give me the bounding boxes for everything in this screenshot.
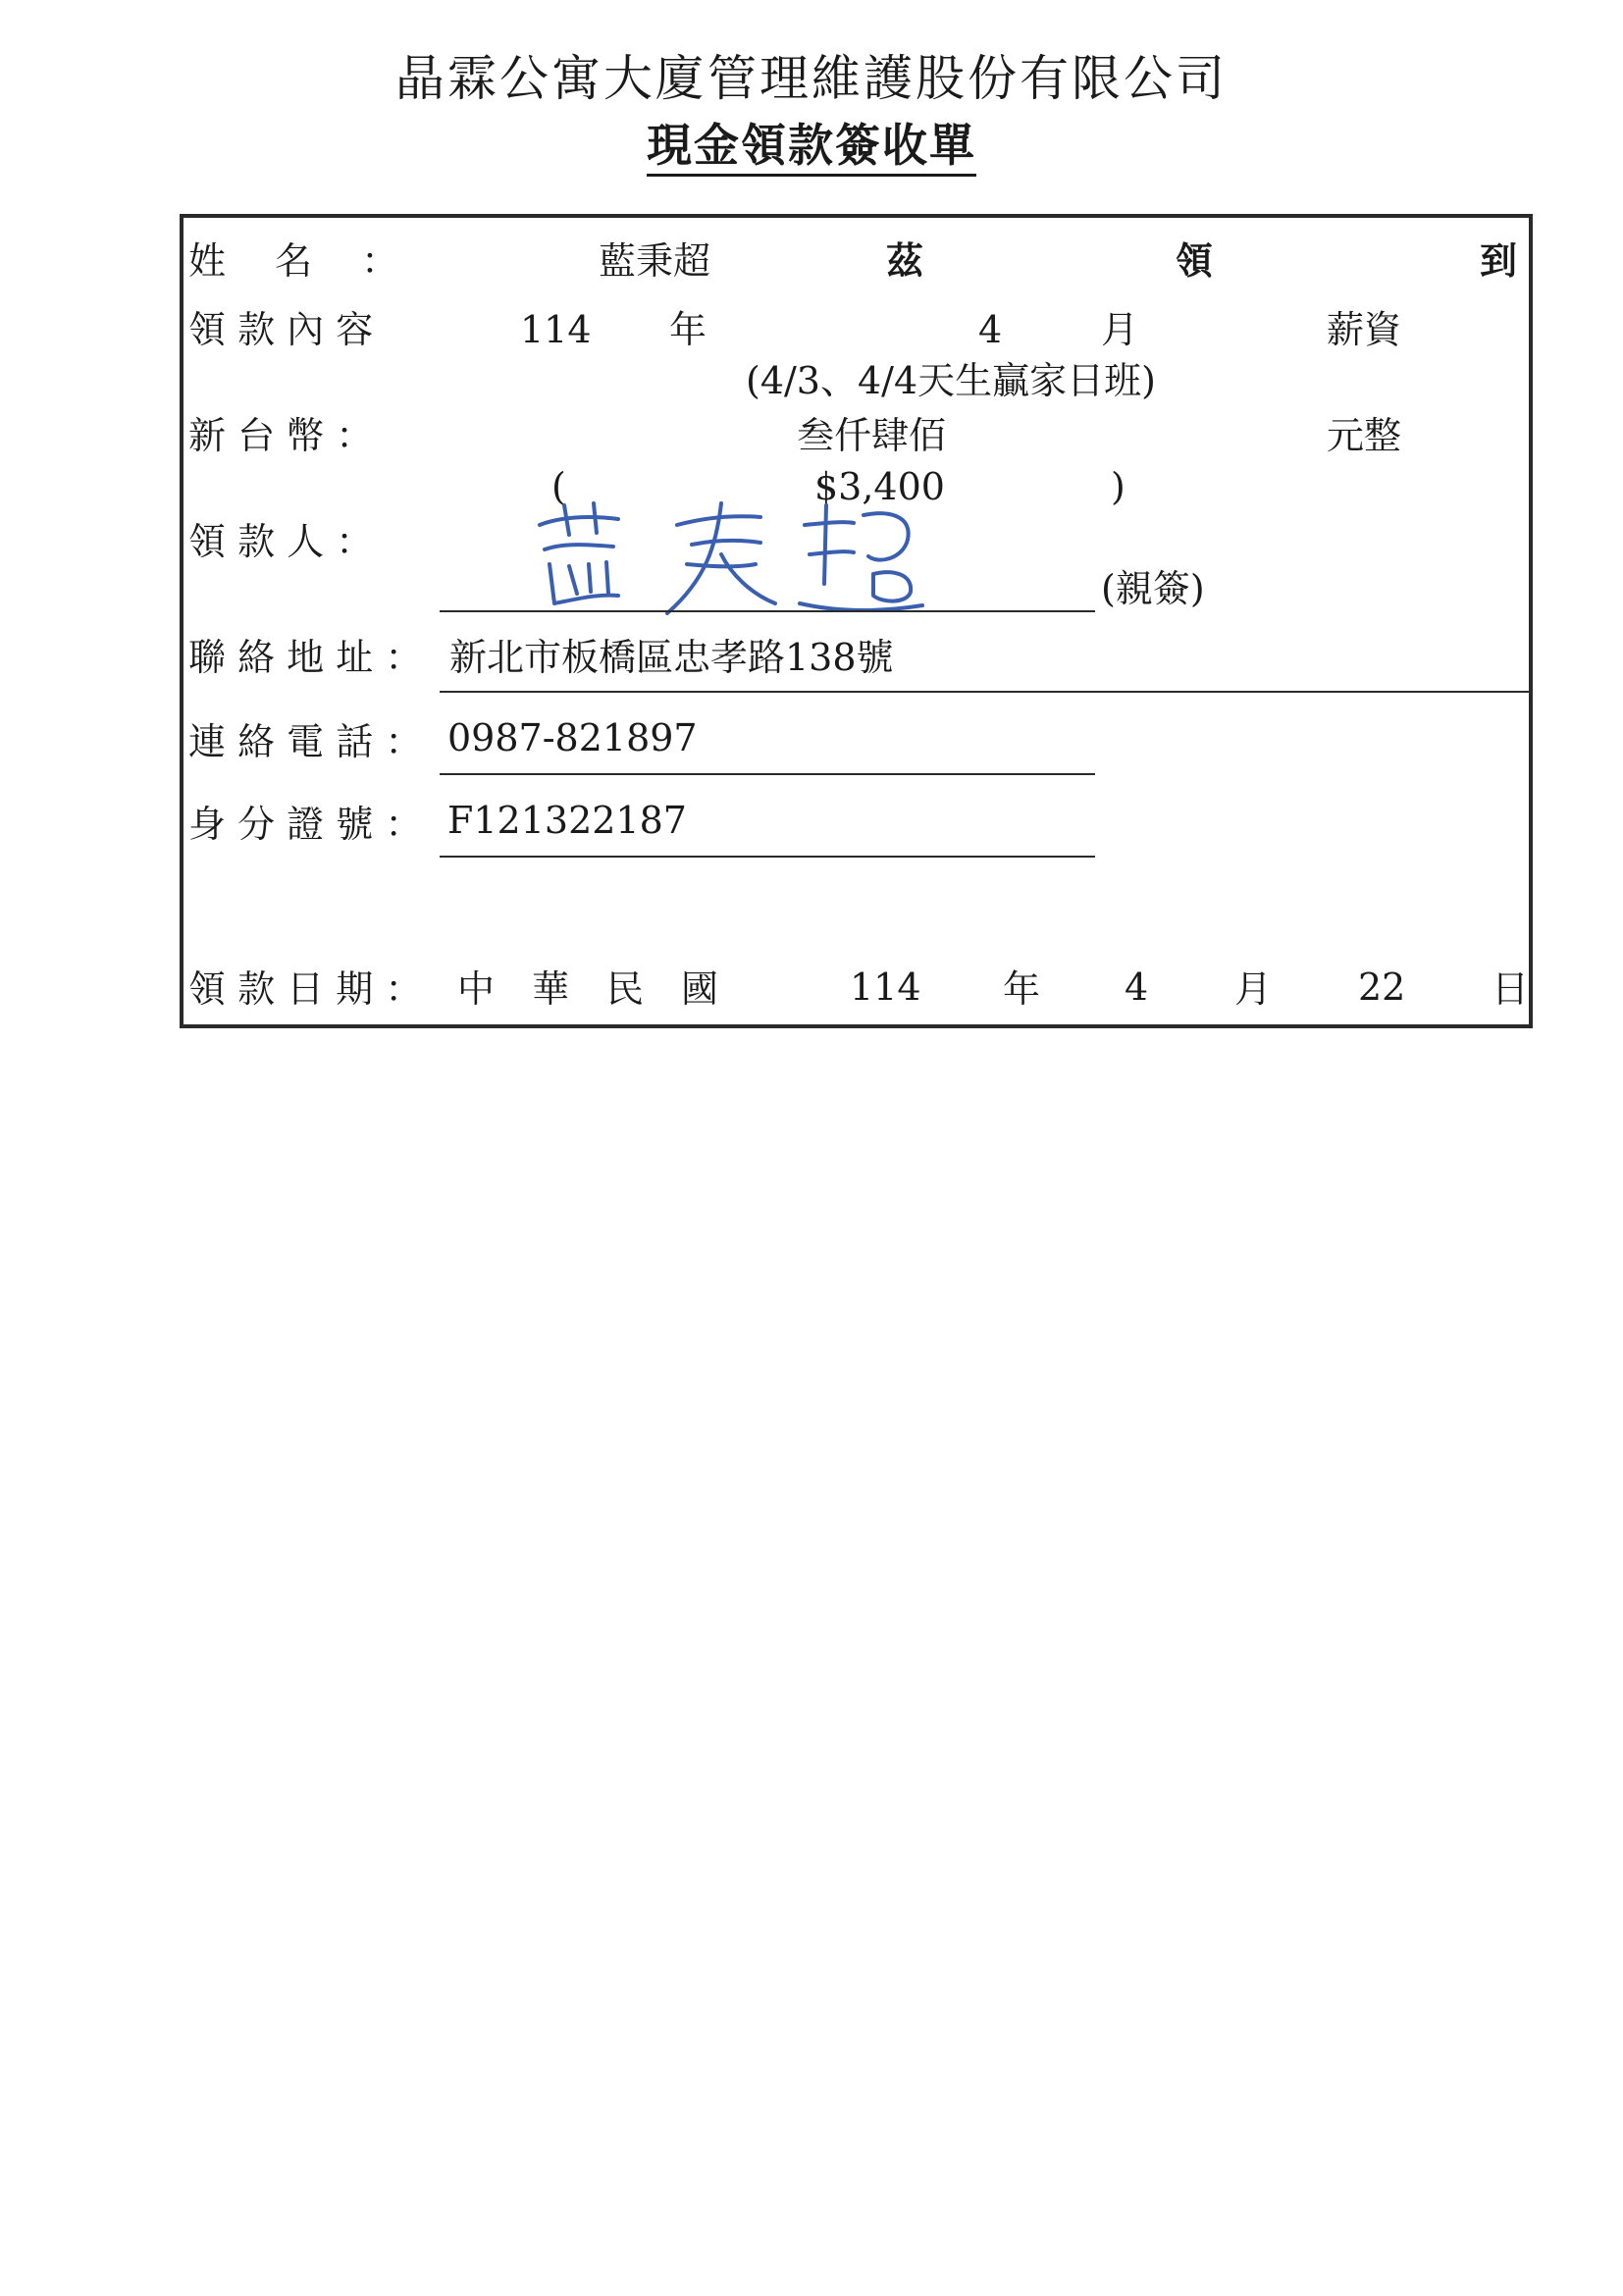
date-day-unit: 日 — [1492, 967, 1530, 1011]
content-item: 薪資 — [1327, 308, 1402, 351]
phone-label: 連 絡 電 話 ： — [188, 720, 423, 763]
content-label: 領 款 內 容 — [188, 308, 374, 351]
handwritten-signature — [520, 496, 932, 623]
phone-value: 0987-821897 — [447, 716, 698, 759]
to-word: 到 — [1480, 238, 1518, 283]
date-label: 領 款 日 期 ： — [188, 967, 423, 1011]
date-month: 4 — [1125, 965, 1149, 1009]
content-month-unit: 月 — [1101, 308, 1139, 351]
amount-suffix: 元整 — [1327, 414, 1402, 457]
content-month: 4 — [978, 308, 1003, 351]
date-year-unit: 年 — [1003, 967, 1041, 1011]
name-value: 藍秉超 — [599, 239, 711, 283]
content-year-unit: 年 — [669, 308, 707, 351]
id-value: F121322187 — [447, 799, 687, 842]
recipient-label: 領 款 人 ： — [188, 520, 374, 563]
date-year: 114 — [850, 965, 921, 1009]
document-title: 現金領款簽收單 — [0, 110, 1623, 175]
address-label: 聯 絡 地 址 ： — [188, 636, 423, 679]
date-month-unit: 月 — [1234, 967, 1273, 1011]
receive-word: 領 — [1176, 238, 1214, 283]
amount-chinese: 叁仟肆佰 — [797, 414, 947, 457]
signature-underline — [440, 610, 1095, 612]
amount-numeric: $3,400 — [814, 465, 945, 508]
phone-underline — [440, 773, 1095, 775]
date-era: 中 華 民 國 — [457, 967, 719, 1011]
currency-label: 新 台 幣 ： — [188, 414, 374, 457]
address-underline — [440, 691, 1529, 693]
hereby-word: 茲 — [886, 238, 924, 283]
id-label: 身 分 證 號 ： — [188, 803, 423, 846]
id-underline — [440, 856, 1095, 858]
address-value: 新北市板橋區忠孝路138號 — [449, 636, 894, 679]
name-label: 姓 名 ： — [188, 239, 399, 283]
date-day: 22 — [1358, 965, 1406, 1009]
content-note: (4/3、4/4天生贏家日班) — [746, 359, 1156, 402]
paren-open: ( — [551, 465, 566, 508]
paren-close: ) — [1111, 465, 1126, 508]
content-year: 114 — [520, 308, 592, 351]
company-name: 晶霖公寓大廈管理維護股份有限公司 — [395, 50, 1228, 107]
sign-note: (親簽) — [1101, 567, 1205, 610]
